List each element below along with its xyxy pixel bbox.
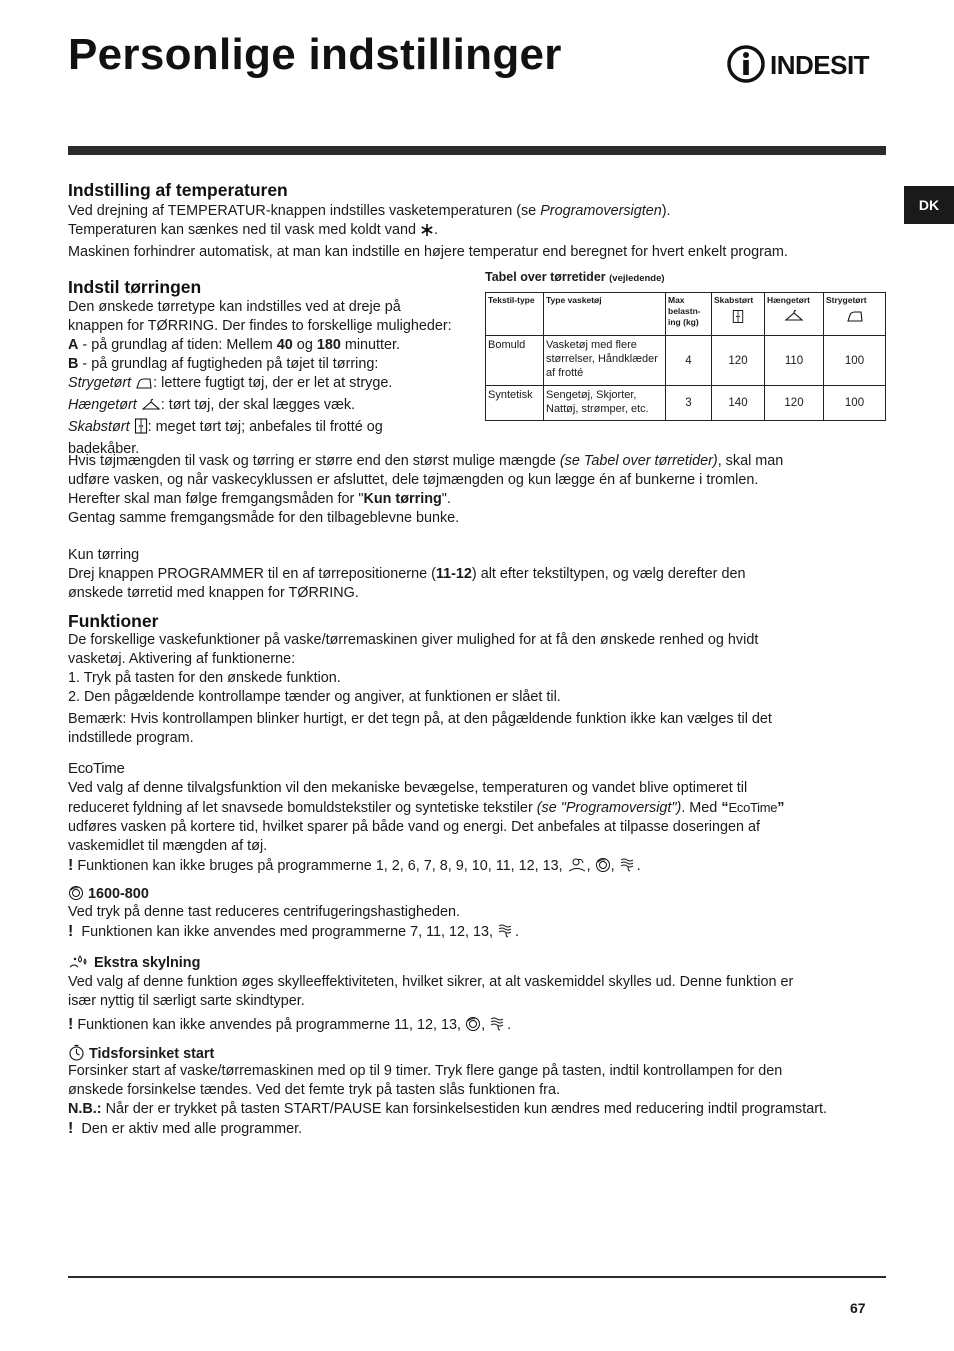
wool-icon	[567, 857, 587, 879]
spin-warning: ! Funktionen kan ikke anvendes med programmerne 7, 11, 12, 13, .	[68, 922, 886, 945]
drying-overflow-text	[68, 452, 886, 528]
cell-iron-dry: 100	[824, 386, 886, 421]
section-heading-functions: Funktioner	[68, 611, 159, 631]
rinse-line-2: især nyttig til særligt sarte skindtyper.	[68, 993, 305, 1009]
section-heading-drying: Indstil tørringen	[68, 277, 202, 297]
spin-heading: 1600-800	[68, 885, 149, 906]
drying-line-bathrobes: badekåber.	[68, 441, 140, 457]
dry-only-line-2: ønskede tørretid med knappen for TØRRING.	[68, 585, 359, 601]
snowflake-icon	[420, 223, 434, 243]
spin-icon	[465, 1016, 481, 1038]
table-row	[486, 336, 886, 386]
page-number: 67	[850, 1300, 866, 1316]
overflow-line-2: udføre vasken, og når vaskecyklussen er afsluttet, dele tøjmængden og kun lægge én af bunkerne i tromlen.	[68, 472, 759, 488]
functions-step-2: 2. Den pågældende kontrollampe tænder og angiver, at funktionen er slået til.	[68, 689, 561, 705]
svg-text:INDESIT: INDESIT	[770, 50, 870, 80]
drying-times-table	[485, 292, 886, 421]
hanger-icon	[141, 398, 161, 418]
warning-icon: !	[68, 1016, 74, 1033]
silk-icon	[497, 923, 515, 945]
col-header-laundry: Type vasketøj	[544, 293, 666, 336]
delay-text	[68, 1062, 886, 1139]
delay-warning: ! Den er aktiv med alle programmer.	[68, 1120, 303, 1137]
dry-only-text	[68, 565, 886, 603]
drying-line-1: Den ønskede tørretype kan indstilles ved at dreje på	[68, 299, 401, 315]
temp-line-2: Temperaturen kan sænkes ned til vask med koldt vand .	[68, 221, 886, 243]
page-title: Personlige indstillinger	[68, 30, 562, 79]
dry-only-line-1: Drej knappen PROGRAMMER til en af tørrepositionerne (11-12) alt efter tekstiltypen, og vælg derefter den	[68, 566, 746, 582]
cell-hang-dry: 110	[765, 336, 824, 386]
delay-note: N.B.: Når der er trykket på tasten START/PAUSE kan forsinkelsestiden kun ændres med reducering indtil programstart.	[68, 1101, 828, 1117]
delay-line-2: ønskede forsinkelse tændes. Ved det femte tryk på tasten slås funktionen fra.	[68, 1082, 560, 1098]
ecotime-text	[68, 779, 886, 879]
rinse-icon	[68, 954, 90, 975]
functions-note-line-1: Bemærk: Hvis kontrollampen blinker hurtigt, er det tegn på, at den pågældende funktion ikke kan vælges til det	[68, 711, 772, 727]
spin-line-1: Ved tryk på denne tast reduceres centrifugeringshastigheden.	[68, 904, 460, 920]
cell-textile: Bomuld	[486, 336, 544, 386]
header-rule	[68, 146, 886, 155]
footer-rule	[68, 1276, 886, 1278]
table-header-row	[486, 293, 886, 336]
section-heading-temperature: Indstilling af temperaturen	[68, 180, 288, 200]
functions-text	[68, 631, 886, 707]
subheading-dry-only: Kun tørring	[68, 547, 140, 563]
col-header-iron-dry: Strygetørt	[824, 293, 886, 336]
ecotime-heading: EcoTime	[68, 760, 125, 777]
language-tab: DK	[904, 186, 954, 224]
drying-option-a: A - på grundlag af tiden: Mellem 40 og 180 minutter.	[68, 337, 401, 353]
overflow-line-4: Gentag samme fremgangsmåde for den tilbageblevne bunke.	[68, 510, 460, 526]
wardrobe-icon	[134, 418, 148, 440]
drying-text	[68, 298, 488, 459]
rinse-text	[68, 973, 886, 1038]
functions-note-line-2: indstillede program.	[68, 730, 194, 746]
cell-max-load: 4	[666, 336, 712, 386]
temp-line-1: Ved drejning af TEMPERATUR-knappen indstilles vasketemperaturen (se Programoversigten).	[68, 203, 671, 219]
functions-line-1: De forskellige vaskefunktioner på vaske/tørremaskinen giver mulighed for at få den ønskede renhed og hvidt	[68, 632, 759, 648]
cell-laundry: Vasketøj med flere størrelser, Håndklæder af frotté	[544, 336, 666, 386]
ecotime-line-1: Ved valg af denne tilvalgsfunktion vil den mekaniske bevægelse, temperaturen og vandet blive optimeret til	[68, 780, 748, 796]
ecotime-line-2: reduceret fyldning af let snavsede bomuldstekstiler og syntetiske tekstiler (se "Programoversigt"). Med “EcoTime”	[68, 800, 785, 816]
col-header-textile: Tekstil-type	[486, 293, 544, 336]
spin-text	[68, 903, 886, 945]
overflow-line-1: Hvis tøjmængden til vask og tørring er større end den størst mulige mængde (se Tabel over tørretider), skal man	[68, 453, 784, 469]
overflow-line-3: Herefter skal man følge fremgangsmåden for "Kun tørring".	[68, 491, 451, 507]
cell-textile: Syntetisk	[486, 386, 544, 421]
drying-cupboard-dry: Skabstørt : meget tørt tøj; anbefales til frotté og	[68, 418, 488, 440]
warning-icon: !	[68, 923, 74, 940]
warning-icon: !	[68, 857, 74, 874]
iron-icon	[135, 376, 153, 396]
col-header-cupboard-dry: Skabstørt	[712, 293, 765, 336]
hanger-icon	[767, 309, 821, 326]
indesit-logo	[726, 44, 888, 84]
functions-step-1: 1. Tryk på tasten for den ønskede funktion.	[68, 670, 341, 686]
cell-iron-dry: 100	[824, 336, 886, 386]
spin-icon	[595, 857, 611, 879]
ecotime-line-4: vaskemidlet til mængden af tøj.	[68, 838, 268, 854]
cell-cupboard-dry: 120	[712, 336, 765, 386]
iron-icon	[826, 309, 883, 326]
temp-line-3: Maskinen forhindrer automatisk, at man kan indstille en højere temperatur end beregnet for hvert enkelt program.	[68, 244, 788, 260]
functions-note	[68, 710, 886, 748]
drying-iron-dry: Strygetørt : lettere fugtigt tøj, der er let at stryge.	[68, 374, 488, 396]
drying-hang-dry: Hængetørt : tørt tøj, der skal lægges væk.	[68, 396, 488, 418]
rinse-line-1: Ved valg af denne funktion øges skylleeffektiviteten, hvilket sikrer, at alt vaskemiddel skylles ud. Denne funktion er	[68, 974, 794, 990]
functions-line-2: vasketøj. Aktivering af funktionerne:	[68, 651, 296, 667]
drying-line-2: knappen for TØRRING. Der findes to forskellige muligheder:	[68, 318, 452, 334]
table-row	[486, 386, 886, 421]
ecotime-warning: ! Funktionen kan ikke bruges på programmerne 1, 2, 6, 7, 8, 9, 10, 11, 12, 13, , , .	[68, 856, 886, 879]
ecotime-line-3: udføres vasken på kortere tid, hvilket sparer på både vand og energi. Det anbefales at tilpasse doseringen af	[68, 819, 760, 835]
cell-max-load: 3	[666, 386, 712, 421]
table-title: Tabel over tørretider (vejledende)	[485, 270, 665, 284]
silk-icon	[489, 1016, 507, 1038]
cell-cupboard-dry: 140	[712, 386, 765, 421]
temperature-text	[68, 202, 886, 262]
col-header-max-load: Max belastn-ing (kg)	[666, 293, 712, 336]
silk-icon	[619, 857, 637, 879]
cell-hang-dry: 120	[765, 386, 824, 421]
rinse-heading: Ekstra skylning	[68, 954, 200, 975]
delay-line-1: Forsinker start af vaske/tørremaskinen med op til 9 timer. Tryk flere gange på tasten, indtil kontrollampen for den	[68, 1063, 783, 1079]
wardrobe-icon	[714, 309, 762, 327]
rinse-warning: ! Funktionen kan ikke anvendes på programmerne 11, 12, 13, , .	[68, 1015, 886, 1038]
warning-icon: !	[68, 1120, 74, 1137]
delay-heading: Tidsforsinket start	[68, 1044, 214, 1066]
col-header-hang-dry: Hængetørt	[765, 293, 824, 336]
drying-option-b: B - på grundlag af fugtigheden på tøjet til tørring:	[68, 356, 379, 372]
cell-laundry: Sengetøj, Skjorter, Nattøj, strømper, etc.	[544, 386, 666, 421]
